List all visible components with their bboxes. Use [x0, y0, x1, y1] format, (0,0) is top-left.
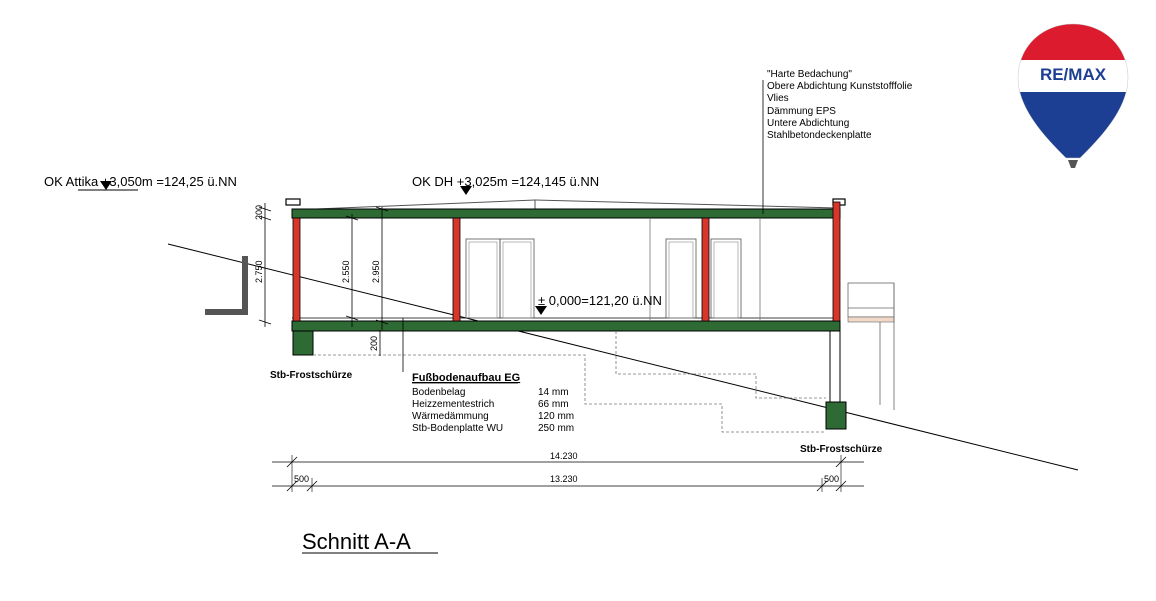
floor-layer-name: Bodenbelag — [412, 387, 466, 398]
window-door — [669, 242, 693, 318]
floor-level-label: ± 0,000=121,20 ü.NN — [538, 293, 662, 308]
roof-buildup-line: Untere Abdichtung — [767, 118, 850, 129]
dim-clear-height: 2.550 — [341, 260, 351, 283]
terrace-deck — [848, 317, 894, 322]
remax-logo — [1015, 20, 1135, 170]
retaining-wall-foot — [205, 309, 248, 315]
floor-layer-thickness: 250 mm — [538, 423, 575, 434]
frost-apron-left — [293, 331, 313, 355]
window-door — [714, 242, 738, 318]
dim-floor-slab: 200 — [369, 335, 379, 351]
roof-buildup-line: Obere Abdichtung Kunststofffolie — [767, 81, 913, 92]
frost-apron-right-label: Stb-Frostschürze — [800, 444, 883, 455]
dim-roof-slab: 200 — [254, 204, 264, 220]
roof-buildup-line: Dämmung EPS — [767, 106, 836, 117]
terrain-line — [168, 244, 1078, 470]
dim-wall-left: 500 — [294, 474, 310, 484]
column — [453, 218, 460, 321]
dim-total-height: 2.950 — [371, 260, 381, 283]
frost-apron-right — [826, 402, 846, 429]
column — [293, 218, 300, 321]
floor-layer-name: Heizzementestrich — [412, 399, 495, 410]
terrace-rail — [848, 283, 894, 317]
window-door — [666, 239, 696, 318]
section-title: Schnitt A-A — [302, 529, 411, 554]
roof-buildup-line: Stahlbetondeckenplatte — [767, 130, 872, 141]
roof-slab — [292, 209, 840, 218]
dim-inner-length: 13.230 — [550, 474, 578, 484]
frost-apron-left-label: Stb-Frostschürze — [270, 370, 353, 381]
roof-line — [535, 200, 838, 208]
excavation-line — [616, 331, 826, 398]
window-door — [503, 242, 531, 318]
column — [702, 218, 709, 321]
column — [833, 202, 840, 321]
window-door — [711, 239, 741, 318]
floor-slab — [292, 321, 840, 331]
retaining-wall — [242, 256, 248, 314]
ok-attika-label: OK Attika +3,050m =124,25 ü.NN — [44, 174, 237, 189]
dim-total-length: 14.230 — [550, 451, 578, 461]
attika-left — [286, 199, 300, 205]
dim-wall-right: 500 — [824, 474, 840, 484]
window-door — [500, 239, 534, 318]
floor-layer-name: Stb-Bodenplatte WU — [412, 423, 504, 434]
remax-logo-text: RE/MAX — [1039, 65, 1107, 84]
floor-layer-thickness: 66 mm — [538, 399, 569, 410]
floor-layer-thickness: 120 mm — [538, 411, 575, 422]
dim-room-height: 2.750 — [254, 260, 264, 283]
floor-layer-name: Wärmedämmung — [412, 411, 489, 422]
floor-buildup-heading: Fußbodenaufbau EG — [412, 372, 521, 384]
floor-layer-thickness: 14 mm — [538, 387, 569, 398]
window-door — [469, 242, 497, 318]
ok-dh-label: OK DH +3,025m =124,145 ü.NN — [412, 174, 600, 189]
roof-buildup-line: Vlies — [767, 93, 789, 104]
window-door — [466, 239, 500, 318]
roof-buildup-line: "Harte Bedachung" — [767, 69, 852, 80]
